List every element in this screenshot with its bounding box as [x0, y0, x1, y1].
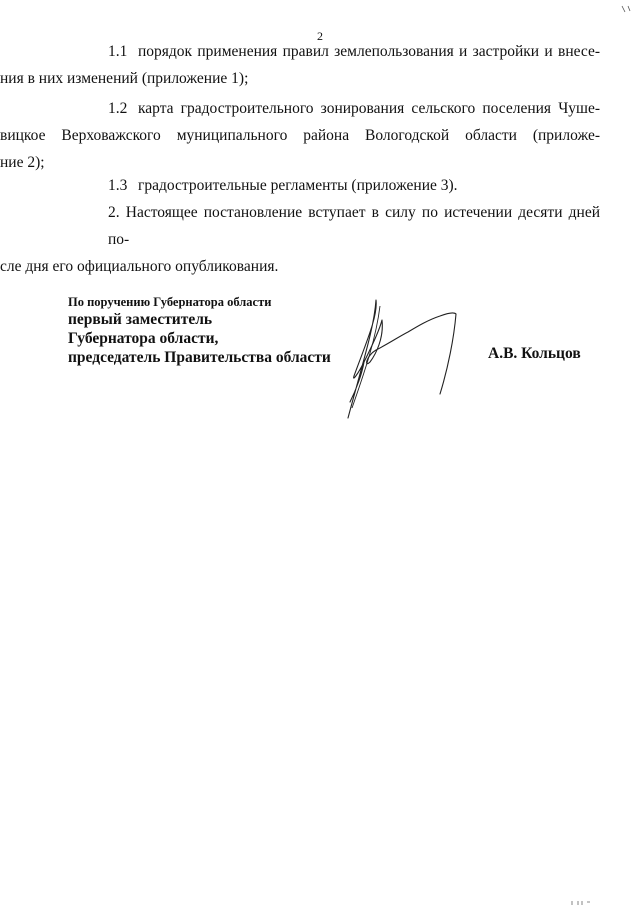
- item-1-1: [0, 38, 600, 92]
- item-text: градостроительные регламенты (приложение 3).: [138, 177, 458, 194]
- signature-block: [68, 294, 331, 367]
- item-1-1-line-2: ния в них изменений (приложение 1);: [0, 70, 249, 87]
- item-1-2-line-1: [108, 95, 600, 122]
- item-1-3-line-1: [108, 172, 600, 199]
- signatory-title-line-2: Губернатора области,: [68, 330, 219, 347]
- item-number: 1.1: [108, 43, 128, 60]
- paragraph-2-line-2: сле дня его официального опубликования.: [0, 258, 279, 275]
- corner-scan-mark: [620, 0, 632, 8]
- item-text: порядок применения правил землепользования и застройки и внесе-: [138, 43, 600, 60]
- item-text: карта градостроительного зонирования сельского поселения Чуше-: [138, 100, 600, 117]
- paragraph-2: [0, 199, 600, 280]
- handwritten-signature: [336, 298, 466, 429]
- item-number: 1.3: [108, 177, 128, 194]
- signatory-title-line-1: первый заместитель: [68, 311, 213, 328]
- bottom-scan-mark: [570, 893, 592, 899]
- signatory-name: А.В. Кольцов: [488, 345, 581, 362]
- paragraph-2-line-1: 2. Настоящее постановление вступает в силу по истечении десяти дней по-: [108, 204, 600, 248]
- item-1-2: [0, 95, 600, 176]
- item-1-2-line-3: ние 2);: [0, 154, 45, 171]
- item-1-1-line-1: [108, 38, 600, 65]
- on-behalf-line: По поручению Губернатора области: [68, 295, 272, 309]
- page-number: 2: [317, 29, 323, 43]
- item-1-3: [108, 172, 600, 199]
- item-number: 1.2: [108, 100, 128, 117]
- item-1-2-line-2: вицкое Верховажского муниципального района Вологодской области (приложе-: [0, 127, 600, 144]
- signatory-title-line-3: председатель Правительства области: [68, 349, 331, 366]
